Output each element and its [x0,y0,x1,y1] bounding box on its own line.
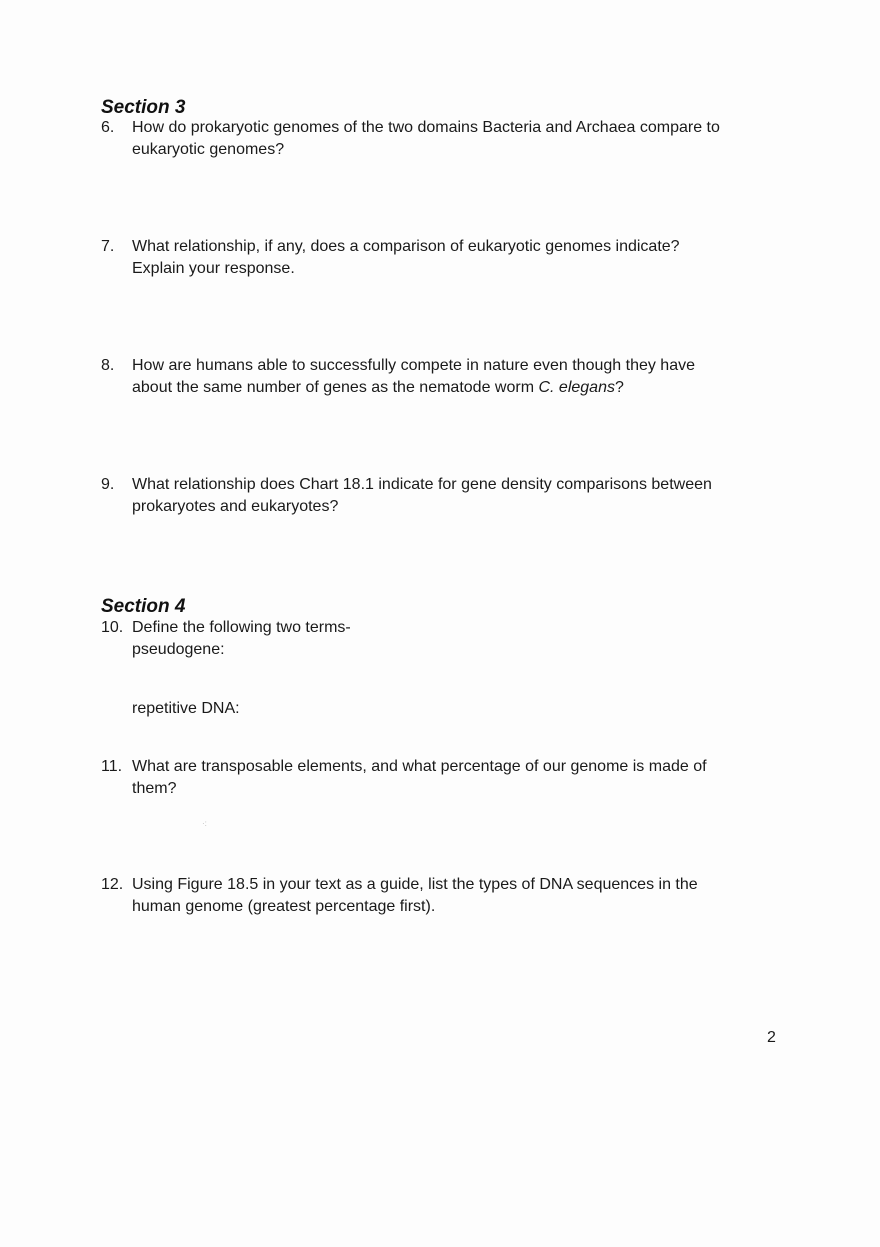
question-number: 8. [101,357,115,374]
question-text [132,756,772,800]
question-line: eukaryotic genomes? [132,141,285,158]
question-line: What relationship, if any, does a comparison of eukaryotic genomes indicate? [132,238,680,255]
question-line-prefix: about the same number of genes as the nematode worm [132,379,539,396]
question-text [132,617,772,639]
question-line: How do prokaryotic genomes of the two domains Bacteria and Archaea compare to [132,119,720,136]
question-text [132,874,772,918]
question-text [132,236,772,280]
question-number: 12. [101,876,124,893]
question-text [132,474,772,518]
question-line [132,377,772,399]
question-number: 11. [101,758,123,775]
question-number: 9. [101,476,115,493]
question-text [132,117,772,161]
question-number: 7. [101,238,115,255]
question-text [132,355,772,399]
species-name: C. elegans [538,379,615,396]
question-line: What relationship does Chart 18.1 indicate for gene density comparisons between [132,476,712,493]
section-4-heading: Section 4 [101,596,186,617]
question-number: 10. [101,619,124,636]
term-repetitive-dna: repetitive DNA: [132,700,240,717]
question-number: 6. [101,119,115,136]
question-line: What are transposable elements, and what percentage of our genome is made of [132,758,707,775]
question-line-suffix: ? [614,379,624,396]
question-line: prokaryotes and eukaryotes? [132,498,339,515]
question-line: How are humans able to successfully compete in nature even though they have [132,357,695,374]
question-line: them? [132,780,177,797]
question-line: human genome (greatest percentage first). [132,898,436,915]
term-pseudogene: pseudogene: [132,641,225,658]
scan-speck: ·: [202,819,207,828]
question-line: Explain your response. [132,260,295,277]
question-line: Using Figure 18.5 in your text as a guide, list the types of DNA sequences in the [132,876,698,893]
question-line: Define the following two terms- [132,619,351,636]
page-number: 2 [767,1029,776,1046]
section-3-heading: Section 3 [101,97,186,118]
